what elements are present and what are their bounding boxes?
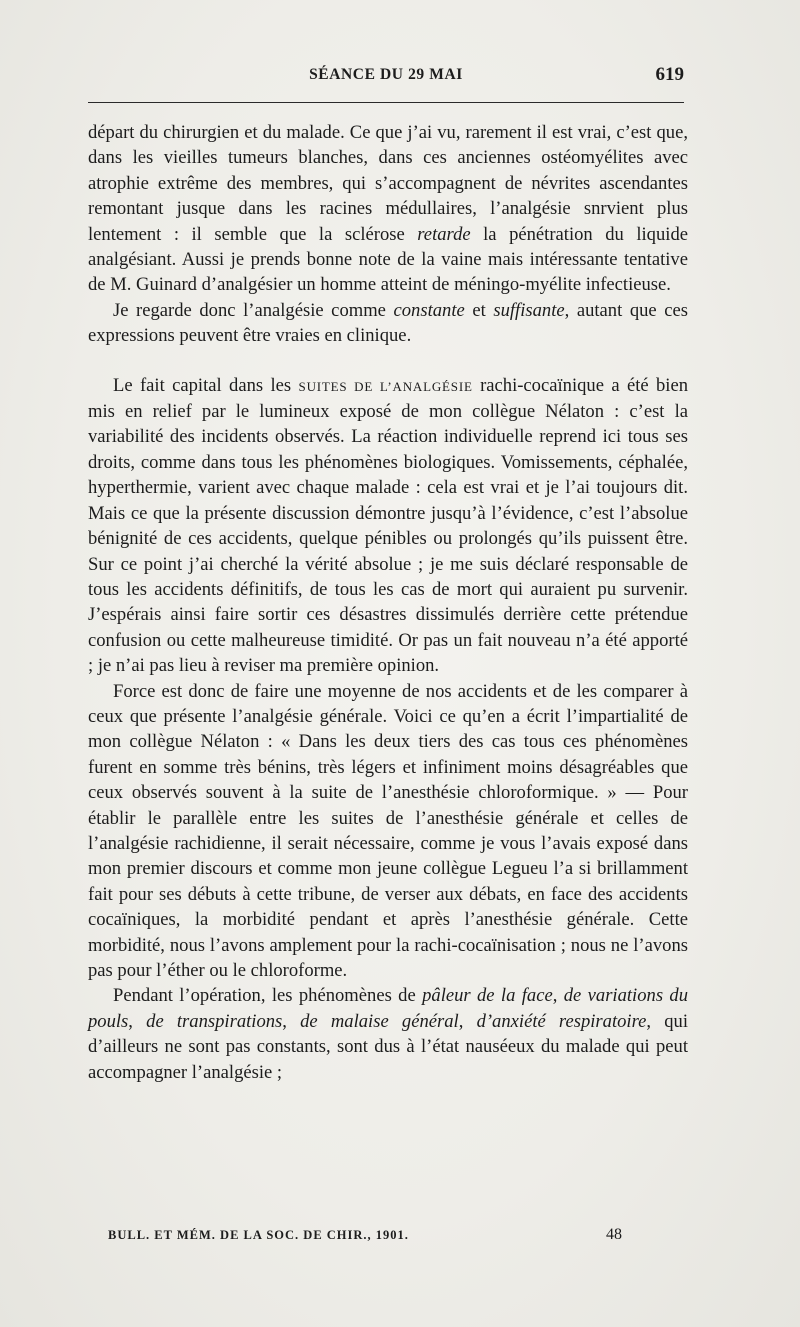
text-run: , qui d’ailleurs ne sont pas constants, sont dus à l’état nauséeux du malade qui peut accompagner l’analgésie ; (88, 1010, 688, 1083)
paragraph (88, 298, 688, 349)
text-run: , (458, 1010, 477, 1032)
header-rule (88, 102, 684, 103)
text-run: la pénétration du liquide analgésiant. Aussi je prends bonne note de la vaine mais intéressante tentative de M. Guinard d’analgésier un homme atteint de méningo-myélite infectieuse. (88, 223, 688, 296)
signature-mark: 48 (606, 1226, 622, 1243)
text-italic: suffisante (493, 299, 565, 321)
body-text (88, 120, 688, 1085)
text-run: , (128, 1010, 147, 1032)
text-run: , autant que ces expressions peuvent être vraies en clinique. (88, 299, 688, 347)
paragraph (88, 120, 688, 298)
page-header (88, 62, 684, 92)
text-italic: pâleur de la face (422, 985, 553, 1007)
paragraph (88, 679, 688, 984)
text-run: départ du chirurgien et du malade. Ce que j’ai vu, rarement il est vrai, c’est que, dans les vieilles tumeurs blanches, dans ces anciennes ostéomyélites avec atrophie extrême des membres, qui s’accompagnent de névrites ascendantes remontant jusque dans les racines médullaires, l’analgésie snrvient plus lentement : il semble que la sclérose (88, 122, 688, 245)
text-run: , (282, 1010, 301, 1032)
page-footer (108, 1228, 648, 1250)
text-run: , (552, 985, 564, 1007)
text-run: Le fait capital dans les (113, 374, 299, 396)
page-number: 619 (655, 64, 684, 85)
text-italic: d’anxiété respiratoire (476, 1010, 647, 1032)
text-run: et (464, 299, 494, 321)
text-run: rachi-cocaïnique a été bien mis en relief par le lumineux exposé de mon collègue Nélaton : c’est la variabilité des incidents observés. La réaction individuelle reprend ici tous ses droits, comme dans tous les phénomènes biologiques. Vomissements, céphalée, hyperthermie, varient avec chaque malade : cela est vrai et je l’ai toujours dit. Mais ce que la présente discussion démontre jusqu’à l’évidence, c’est l’absolue bénignité de ces accidents, quelque pénibles ou prolongés qu’ils puissent être. Sur ce point j’ai cherché la vérité absolue ; je me suis déclaré responsable de tous les accidents définitifs, de tous les cas de mort qui auraient pu survenir. J’espérais ainsi faire sortir ces désastres dissimulés derrière cette prétendue confusion ou cette malheureuse timidité. Or pas un fait nouveau n’a été apporté ; je n’ai pas lieu à reviser ma première opinion. (88, 374, 689, 677)
text-run: Force est donc de faire une moyenne de nos accidents et de les comparer à ceux que présente l’analgésie générale. Voici ce qu’en a écrit l’impartialité de mon collègue Nélaton : « Dans les deux tiers des cas tous ces phénomènes furent en somme très bénins, très légers et infiniment moins désagréables que ceux observés souvent à la suite de l’anesthésie chloroformique. » — Pour établir le parallèle entre les suites de l’anesthésie générale et celles de l’analgésie rachidienne, il serait nécessaire, comme je vous l’avais exposé dans mon premier discours et comme mon jeune collègue Legueu l’a si brillamment fait pour ses débuts à cette tribune, de verser aux débats, en face des accidents cocaïniques, la morbidité pendant et après l’anesthésie générale. Cette morbidité, nous l’avons amplement pour la rachi-cocaïnisation ; nous ne l’avons pas pour l’éther ou le chloroforme. (88, 680, 688, 981)
text-run: Pendant l’opération, les phénomènes de (113, 985, 423, 1007)
paragraph (88, 983, 688, 1085)
footer-citation: BULL. ET MÉM. DE LA SOC. DE CHIR., 1901. (108, 1228, 409, 1242)
text-italic: de malaise général (300, 1010, 459, 1032)
text-italic: de transpirations (146, 1010, 283, 1032)
paragraph-gap (88, 349, 688, 373)
running-title: SÉANCE DU 29 MAI (309, 66, 463, 83)
text-italic: de variations du pouls (88, 985, 689, 1032)
text-italic: retarde (417, 223, 471, 245)
text-run: Je regarde donc l’analgésie comme (113, 299, 394, 321)
text-smallcaps: SUITES DE L’ANALGÉSIE (298, 378, 473, 394)
paragraph (88, 373, 688, 679)
text-italic: constante (393, 299, 465, 321)
